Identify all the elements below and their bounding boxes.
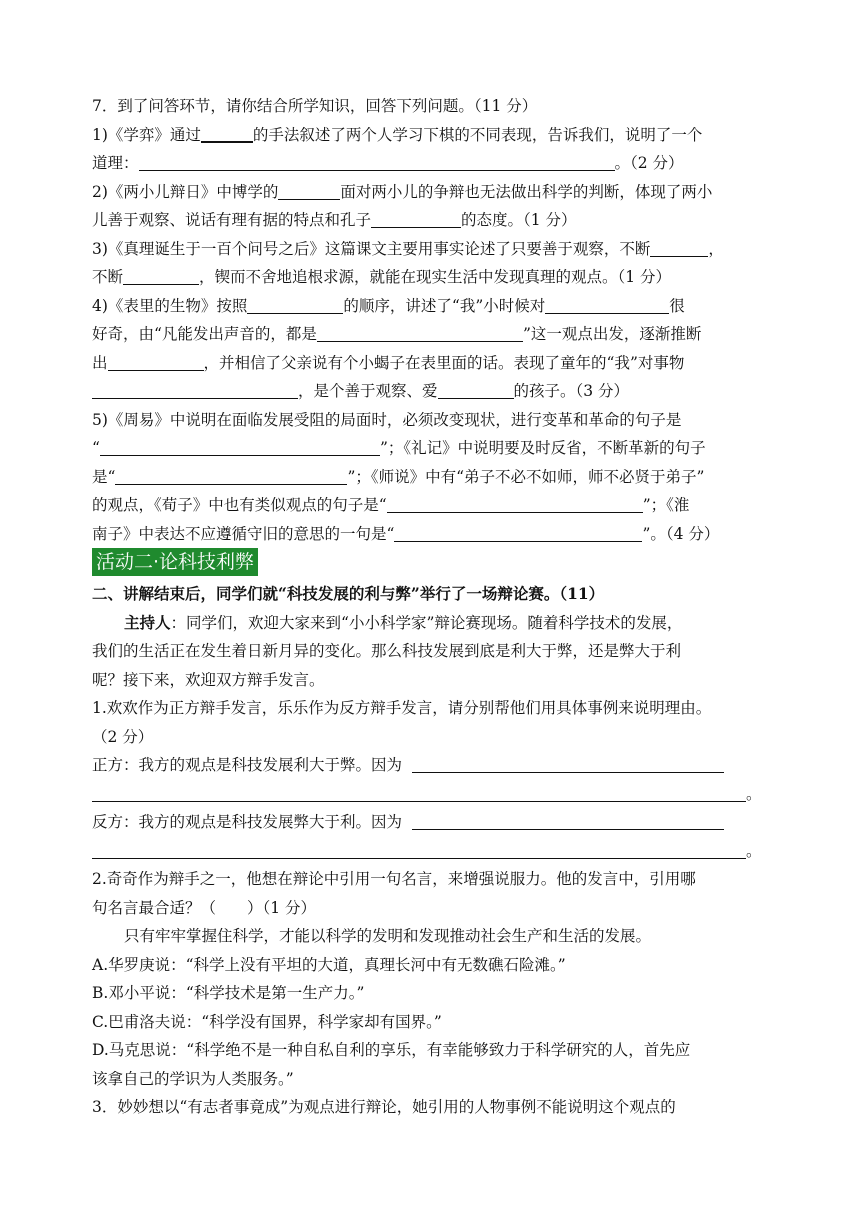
answer-blank[interactable]: [412, 812, 724, 830]
activity2-heading: 二、讲解结束后，同学们就“科技发展的利与弊”举行了一场辩论赛。（11）: [92, 584, 605, 603]
blank[interactable]: [123, 267, 199, 285]
con-answer-line1: 反方：我方的观点是科技发展弊大于利。因为: [92, 808, 772, 837]
q7-part3-line2: 不断 ，锲而不舍地追根求源，就能在现实生活中发现真理的观点。（1 分）: [92, 268, 672, 286]
option-b[interactable]: B.邓小平说：“科学技术是第一生产力。”: [92, 984, 365, 1002]
q7-part1-line2: 道理： 。（2 分）: [92, 154, 684, 172]
q7-part1-line1: 1)《学弈》通过 的手法叙述了两个人学习下棋的不同表现，告诉我们，说明了一个: [92, 121, 772, 150]
q7-stem: 7．到了问答环节，请你结合所学知识，回答下列问题。（11 分）: [92, 97, 538, 115]
q7-part4-line3: 出 ，并相信了父亲说有个小蝎子在表里面的话。表现了童年的“我”对事物: [92, 353, 685, 372]
blank[interactable]: [394, 523, 642, 541]
q3-line1: 3．妙妙想以“有志者事竟成”为观点进行辩论，她引用的人物事例不能说明这个观点的: [92, 1098, 676, 1116]
q7-part4-line4: ，是个善于观察、爱 的孩子。（3 分）: [92, 377, 772, 406]
host-intro-line3: 呢？接下来，欢迎双方辩手发言。: [92, 670, 325, 689]
answer-blank[interactable]: [92, 783, 746, 801]
blank[interactable]: [100, 438, 380, 456]
q1-line2: （2 分）: [92, 727, 154, 746]
q7-part5-line1: 5)《周易》中说明在面临发展受阻的局面时，必须改变现状，进行变革和革命的句子是: [92, 410, 682, 429]
blank[interactable]: [139, 153, 615, 171]
blank[interactable]: [201, 123, 253, 142]
host-intro-line2: 我们的生活正在发生着日新月异的变化。那么科技发展到底是利大于弊，还是弊大于利: [92, 642, 682, 660]
blank[interactable]: [278, 181, 340, 199]
q7-part4-line2: 好奇，由“凡能发出声音的，都是 ”这一观点出发，逐渐推断: [92, 325, 702, 343]
q7-part4-line1: 4)《表里的生物》按照 的顺序，讲述了“我”小时候对 很: [92, 296, 685, 315]
option-a[interactable]: A.华罗庚说：“科学上没有平坦的大道，真理长河中有无数礁石险滩。”: [92, 955, 566, 974]
q7-part5-line5: 南子》中表达不应遵循守旧的意思的一句是“ ”。（4 分）: [92, 524, 720, 543]
con-answer-line2: 。: [92, 837, 772, 866]
q2-quote: 只有牢牢掌握住科学，才能以科学的发明和发现推动社会生产和生活的发展。: [124, 927, 652, 945]
blank[interactable]: [247, 295, 343, 313]
pro-answer-line2: 。: [92, 780, 772, 809]
answer-blank[interactable]: [412, 755, 724, 773]
blank[interactable]: [371, 210, 461, 228]
q7-part3-line1: 3)《真理诞生于一百个问号之后》这篇课文主要用事实论述了只要善于观察，不断 ，: [92, 239, 724, 258]
activity2-banner: 活动二·论科技利弊: [92, 548, 258, 576]
option-c[interactable]: C.巴甫洛夫说：“科学没有国界，科学家却有国界。”: [92, 1012, 442, 1031]
blank[interactable]: [387, 495, 643, 513]
option-d-continued: 该拿自己的学识为人类服务。”: [92, 1069, 294, 1088]
pro-answer-line1: 正方：我方的观点是科技发展利大于弊。因为: [92, 751, 772, 780]
blank[interactable]: [438, 381, 514, 399]
q1-line1: 1.欢欢作为正方辩手发言，乐乐作为反方辩手发言，请分别帮他们用具体事例来说明理由。: [92, 699, 712, 717]
blank[interactable]: [92, 381, 298, 399]
q7-part2-line2: 儿善于观察、说话有理有据的特点和孔子 的态度。（1 分）: [92, 211, 577, 229]
host-intro-line1: 主持人：同学们，欢迎大家来到“小小科学家”辩论赛现场。随着科学技术的发展，: [124, 612, 683, 632]
blank[interactable]: [545, 295, 669, 313]
option-d[interactable]: D.马克思说：“科学绝不是一种自私自利的享乐，有幸能够致力于科学研究的人，首先应: [92, 1041, 691, 1059]
answer-blank[interactable]: [92, 840, 746, 858]
q7-part5-line4: 的观点，《荀子》中也有类似观点的句子是“ ”；《淮: [92, 496, 690, 514]
worksheet-page: [92, 92, 772, 1122]
q2-line2: 句名言最合适？（ ）（1 分）: [92, 898, 317, 917]
blank[interactable]: [317, 324, 523, 342]
q7-part5-line2: “ ”；《礼记》中说明要及时反省，不断革新的句子: [92, 439, 706, 457]
q2-line1: 2.奇奇作为辩手之一，他想在辩论中引用一句名言，来增强说服力。他的发言中，引用哪: [92, 870, 696, 888]
blank[interactable]: [115, 466, 347, 484]
blank[interactable]: [108, 352, 204, 370]
blank[interactable]: [650, 238, 708, 256]
host-label: 主持人: [124, 612, 171, 632]
q7-part2-line1: 2)《两小儿辩日》中博学的 面对两小儿的争辩也无法做出科学的判断，体现了两小: [92, 182, 713, 201]
q7-part5-line3: 是“ ”；《师说》中有“弟子不必不如师，师不必贤于弟子”: [92, 467, 705, 486]
